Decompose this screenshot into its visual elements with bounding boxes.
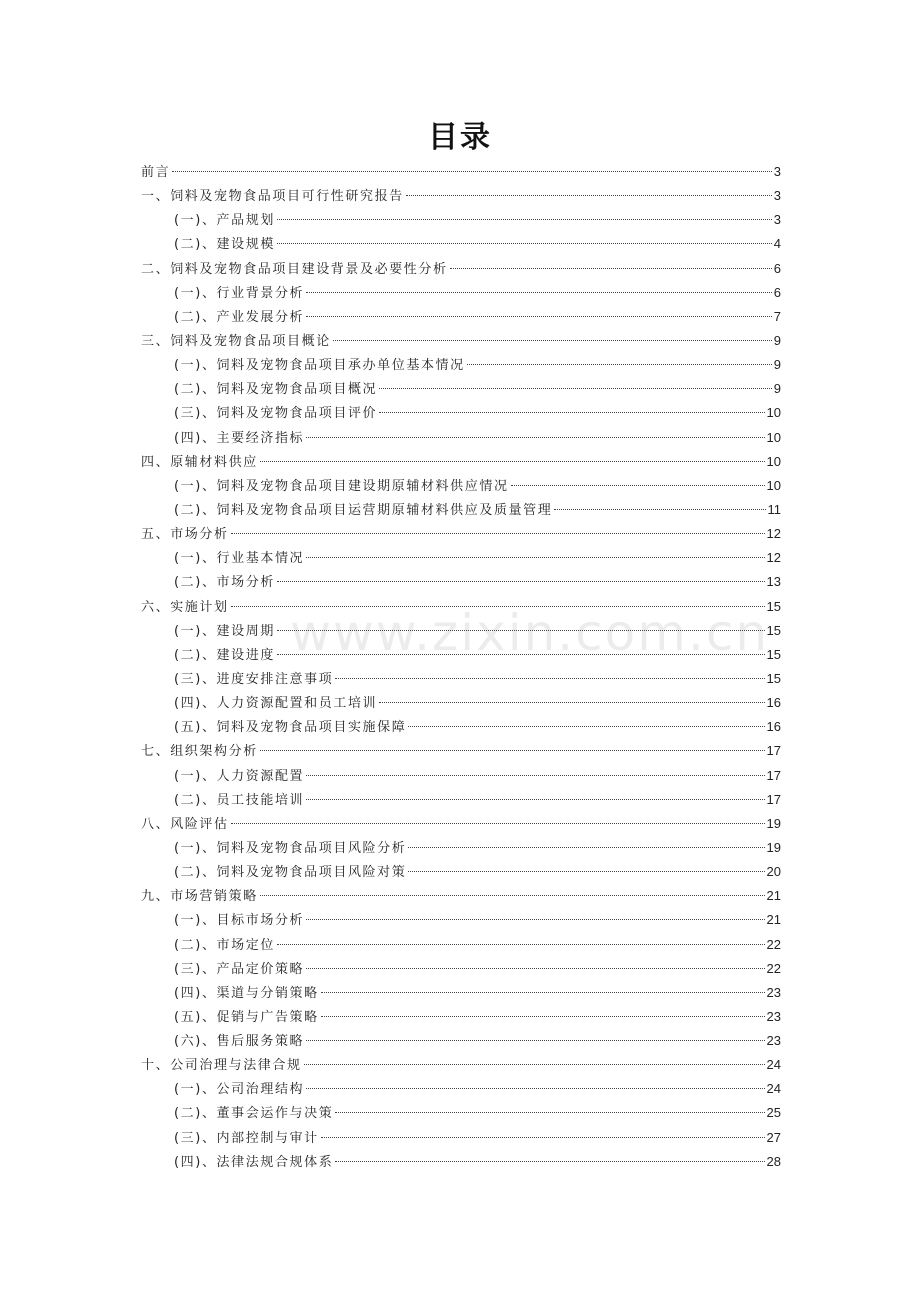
- toc-section-entry[interactable]: [141, 426, 781, 450]
- toc-section-entry[interactable]: [141, 401, 781, 425]
- dot-leader: [306, 556, 764, 558]
- toc-section-entry[interactable]: [141, 619, 781, 643]
- toc-entry-page-number: 4: [773, 236, 781, 252]
- toc-entry-page-number: 3: [773, 212, 781, 228]
- toc-entry-page-number: 10: [766, 429, 781, 445]
- toc-entry-label: (二)、饲料及宠物食品项目运营期原辅材料供应及质量管理: [174, 502, 553, 518]
- toc-entry-page-number: 7: [773, 308, 781, 324]
- toc-chapter-entry[interactable]: [141, 595, 781, 619]
- toc-entry-page-number: 15: [766, 598, 781, 614]
- toc-entry-page-number: 15: [766, 622, 781, 638]
- toc-entry-label: 七、组织架构分析: [141, 744, 258, 760]
- toc-entry-label: (四)、主要经济指标: [174, 430, 305, 446]
- toc-entry-label: (三)、产品定价策略: [174, 961, 305, 977]
- toc-entry-page-number: 25: [766, 1105, 781, 1121]
- toc-entry-label: (一)、建设周期: [174, 623, 275, 639]
- dot-leader: [333, 339, 772, 341]
- dot-leader: [306, 315, 772, 317]
- toc-entry-page-number: 15: [766, 646, 781, 662]
- toc-section-entry[interactable]: [141, 353, 781, 377]
- toc-chapter-entry[interactable]: [141, 450, 781, 474]
- toc-entry-page-number: 17: [766, 791, 781, 807]
- dot-leader: [554, 508, 765, 510]
- toc-entry-page-number: 11: [767, 501, 781, 517]
- toc-chapter-entry[interactable]: [141, 257, 781, 281]
- toc-entry-label: (三)、内部控制与审计: [174, 1130, 319, 1146]
- toc-entry-label: (六)、售后服务策略: [174, 1034, 305, 1050]
- toc-chapter-entry[interactable]: [141, 522, 781, 546]
- toc-section-entry[interactable]: [141, 933, 781, 957]
- toc-entry-label: 八、风险评估: [141, 816, 229, 832]
- toc-entry-label: (四)、法律法规合规体系: [174, 1154, 334, 1170]
- toc-entry-label: (一)、行业背景分析: [174, 285, 305, 301]
- dot-leader: [277, 218, 772, 220]
- toc-section-entry[interactable]: [141, 860, 781, 884]
- dot-leader: [260, 894, 765, 896]
- toc-entry-page-number: 28: [766, 1153, 781, 1169]
- toc-section-entry[interactable]: [141, 281, 781, 305]
- toc-entry-label: (一)、目标市场分析: [174, 913, 305, 929]
- toc-section-entry[interactable]: [141, 1150, 781, 1174]
- toc-chapter-entry[interactable]: [141, 1053, 781, 1077]
- toc-entry-label: 一、饲料及宠物食品项目可行性研究报告: [141, 189, 404, 205]
- toc-entry-label: 四、原辅材料供应: [141, 454, 258, 470]
- toc-entry-page-number: 27: [766, 1129, 781, 1145]
- toc-entry-page-number: 3: [773, 164, 781, 179]
- dot-leader: [335, 1111, 764, 1113]
- dot-leader: [408, 870, 764, 872]
- toc-entry-label: (一)、饲料及宠物食品项目风险分析: [174, 840, 407, 856]
- dot-leader: [511, 484, 765, 486]
- watermark: www.zixin.com.cn: [290, 604, 770, 662]
- toc-entry-label: (五)、促销与广告策略: [174, 1009, 319, 1025]
- toc-entry-label: (二)、市场分析: [174, 575, 275, 591]
- toc-entry-label: (一)、人力资源配置: [174, 768, 305, 784]
- toc-entry-label: (三)、进度安排注意事项: [174, 671, 334, 687]
- toc-entry-page-number: 19: [766, 839, 781, 855]
- toc-entry-page-number: 22: [766, 936, 781, 952]
- table-of-contents: [141, 160, 781, 1174]
- toc-section-entry[interactable]: [141, 643, 781, 667]
- toc-entry-page-number: 23: [766, 1008, 781, 1024]
- toc-section-entry[interactable]: [141, 957, 781, 981]
- toc-entry-label: (一)、公司治理结构: [174, 1082, 305, 1098]
- toc-entry-label: 九、市场营销策略: [141, 889, 258, 905]
- toc-entry-page-number: 10: [766, 477, 781, 493]
- toc-entry-page-number: 22: [766, 960, 781, 976]
- toc-entry-label: (一)、产品规划: [174, 213, 275, 229]
- toc-chapter-entry[interactable]: [141, 812, 781, 836]
- dot-leader: [379, 411, 764, 413]
- toc-section-entry[interactable]: [141, 667, 781, 691]
- toc-section-entry[interactable]: [141, 908, 781, 932]
- toc-entry-page-number: 21: [766, 912, 781, 928]
- dot-leader: [306, 774, 764, 776]
- toc-section-entry[interactable]: [141, 1005, 781, 1029]
- toc-entry-label: 三、饲料及宠物食品项目概论: [141, 333, 331, 349]
- toc-entry-label: (二)、产业发展分析: [174, 309, 305, 325]
- toc-section-entry[interactable]: [141, 1077, 781, 1101]
- dot-leader: [277, 242, 772, 244]
- dot-leader: [306, 918, 764, 920]
- toc-chapter-entry[interactable]: [141, 184, 781, 208]
- dot-leader: [335, 1160, 764, 1162]
- toc-chapter-entry[interactable]: [141, 160, 781, 184]
- toc-entry-label: (二)、建设进度: [174, 647, 275, 663]
- dot-leader: [260, 460, 765, 462]
- toc-entry-page-number: 17: [766, 767, 781, 783]
- dot-leader: [260, 749, 765, 751]
- toc-entry-page-number: 6: [773, 260, 781, 276]
- toc-section-entry[interactable]: [141, 981, 781, 1005]
- dot-leader: [467, 363, 772, 365]
- toc-chapter-entry[interactable]: [141, 739, 781, 763]
- toc-entry-page-number: 6: [773, 284, 781, 300]
- toc-section-entry[interactable]: [141, 474, 781, 498]
- toc-entry-page-number: 20: [766, 864, 781, 880]
- toc-entry-page-number: 16: [766, 719, 781, 735]
- dot-leader: [304, 1063, 765, 1065]
- toc-chapter-entry[interactable]: [141, 884, 781, 908]
- toc-entry-label: (二)、建设规模: [174, 237, 275, 253]
- toc-entry-label: 二、饲料及宠物食品项目建设背景及必要性分析: [141, 261, 448, 277]
- toc-entry-label: (一)、行业基本情况: [174, 551, 305, 567]
- toc-section-entry[interactable]: [141, 377, 781, 401]
- dot-leader: [231, 605, 765, 607]
- dot-leader: [231, 822, 765, 824]
- toc-entry-label: 前言: [141, 165, 171, 180]
- dot-leader: [306, 798, 764, 800]
- toc-section-entry[interactable]: [141, 570, 781, 594]
- toc-entry-label: (二)、市场定位: [174, 937, 275, 953]
- toc-section-entry[interactable]: [141, 498, 781, 522]
- dot-leader: [321, 1015, 765, 1017]
- dot-leader: [306, 1039, 764, 1041]
- toc-section-entry[interactable]: [141, 715, 781, 739]
- toc-section-entry[interactable]: [141, 691, 781, 715]
- toc-entry-page-number: 9: [773, 357, 781, 373]
- toc-entry-page-number: 12: [766, 526, 781, 542]
- dot-leader: [172, 170, 772, 172]
- toc-section-entry[interactable]: [141, 1101, 781, 1125]
- toc-entry-label: 十、公司治理与法律合规: [141, 1058, 302, 1074]
- toc-entry-label: 六、实施计划: [141, 599, 229, 615]
- toc-entry-page-number: 17: [766, 743, 781, 759]
- toc-entry-page-number: 21: [766, 888, 781, 904]
- toc-section-entry[interactable]: [141, 764, 781, 788]
- toc-entry-label: (三)、饲料及宠物食品项目评价: [174, 406, 378, 422]
- dot-leader: [306, 291, 772, 293]
- dot-leader: [277, 629, 765, 631]
- toc-entry-label: (二)、员工技能培训: [174, 792, 305, 808]
- toc-entry-label: (四)、渠道与分销策略: [174, 985, 319, 1001]
- dot-leader: [321, 991, 765, 993]
- dot-leader: [306, 967, 764, 969]
- toc-entry-page-number: 23: [766, 984, 781, 1000]
- toc-entry-page-number: 16: [766, 695, 781, 711]
- dot-leader: [450, 267, 772, 269]
- toc-entry-label: 五、市场分析: [141, 527, 229, 543]
- dot-leader: [379, 387, 772, 389]
- dot-leader: [321, 1136, 765, 1138]
- dot-leader: [277, 943, 765, 945]
- toc-section-entry[interactable]: [141, 788, 781, 812]
- toc-section-entry[interactable]: [141, 546, 781, 570]
- toc-entry-page-number: 9: [773, 381, 781, 397]
- toc-entry-page-number: 15: [766, 670, 781, 686]
- toc-section-entry[interactable]: [141, 1029, 781, 1053]
- dot-leader: [231, 532, 765, 534]
- toc-entry-label: (四)、人力资源配置和员工培训: [174, 696, 378, 712]
- toc-entry-page-number: 19: [766, 815, 781, 831]
- toc-entry-page-number: 12: [766, 550, 781, 566]
- toc-entry-label: (二)、饲料及宠物食品项目风险对策: [174, 865, 407, 881]
- toc-entry-label: (二)、饲料及宠物食品项目概况: [174, 382, 378, 398]
- toc-section-entry[interactable]: [141, 305, 781, 329]
- dot-leader: [306, 436, 764, 438]
- toc-entry-page-number: 23: [766, 1033, 781, 1049]
- toc-entry-label: (一)、饲料及宠物食品项目承办单位基本情况: [174, 358, 465, 374]
- dot-leader: [408, 725, 764, 727]
- toc-entry-page-number: 10: [766, 453, 781, 469]
- toc-entry-page-number: 13: [766, 574, 781, 590]
- dot-leader: [277, 580, 765, 582]
- toc-entry-page-number: 24: [766, 1057, 781, 1073]
- dot-leader: [277, 653, 765, 655]
- toc-entry-page-number: 9: [773, 332, 781, 348]
- toc-section-entry[interactable]: [141, 1126, 781, 1150]
- toc-chapter-entry[interactable]: [141, 329, 781, 353]
- dot-leader: [306, 1087, 764, 1089]
- toc-entry-label: (二)、董事会运作与决策: [174, 1106, 334, 1122]
- dot-leader: [406, 194, 772, 196]
- toc-entry-page-number: 24: [766, 1081, 781, 1097]
- toc-entry-label: (一)、饲料及宠物食品项目建设期原辅材料供应情况: [174, 478, 509, 494]
- toc-entry-label: (五)、饲料及宠物食品项目实施保障: [174, 720, 407, 736]
- dot-leader: [379, 701, 764, 703]
- dot-leader: [335, 677, 764, 679]
- toc-section-entry[interactable]: [141, 836, 781, 860]
- toc-entry-page-number: 10: [766, 405, 781, 421]
- page-title: 目录: [428, 120, 492, 155]
- toc-entry-page-number: 3: [773, 188, 781, 204]
- dot-leader: [408, 846, 764, 848]
- toc-section-entry[interactable]: [141, 208, 781, 232]
- toc-section-entry[interactable]: [141, 232, 781, 256]
